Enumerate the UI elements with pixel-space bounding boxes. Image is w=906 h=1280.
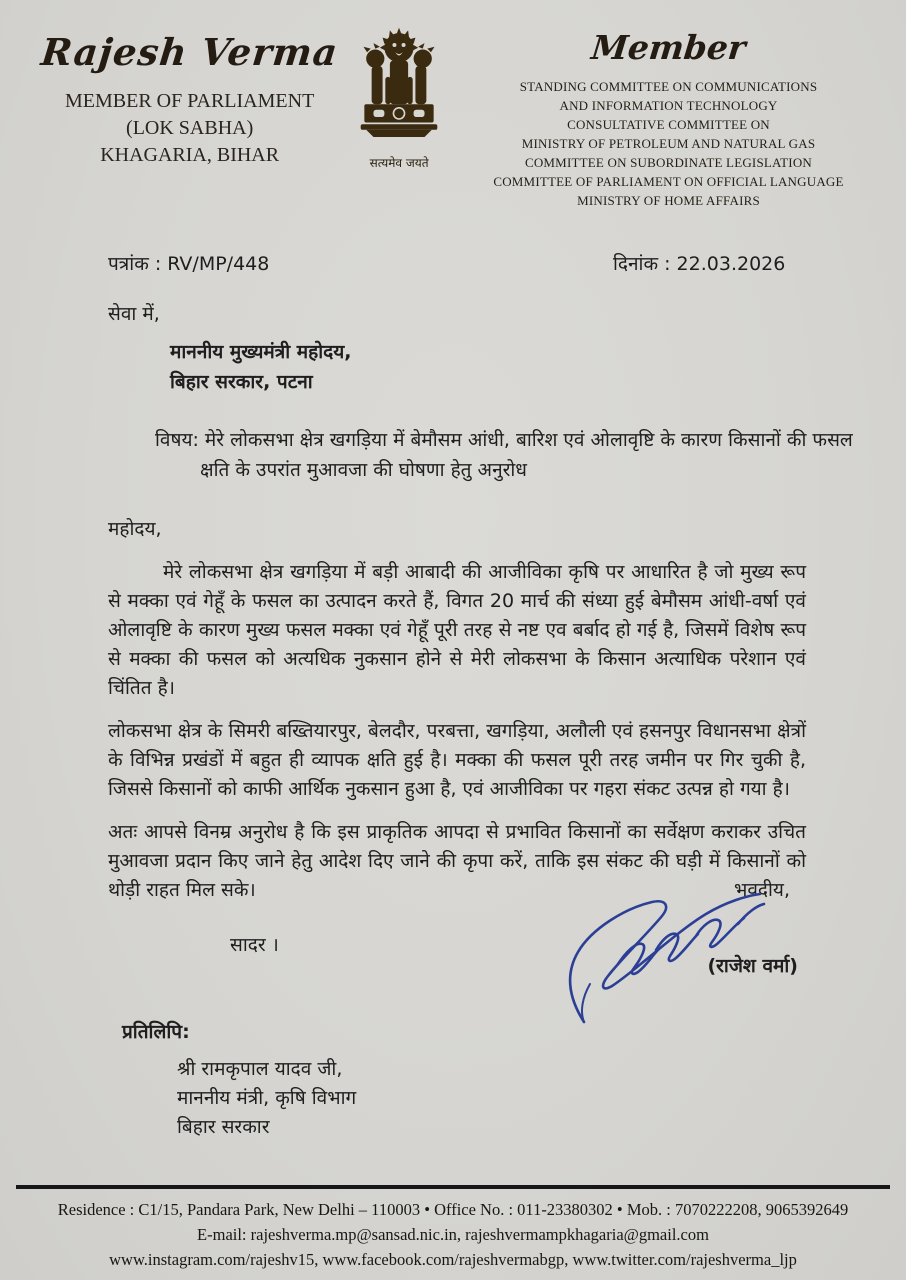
committee-line: COMMITTEE OF PARLIAMENT ON OFFICIAL LANGUAGE — [493, 174, 844, 189]
regards: सादर । — [230, 934, 279, 956]
ref-date-row — [108, 250, 906, 276]
copy-to-block — [122, 1018, 356, 1142]
mp-designation-line1: MEMBER OF PARLIAMENT — [64, 90, 315, 112]
letterhead — [0, 0, 906, 210]
member-title-script: Member — [589, 28, 748, 67]
copy-line1: श्री रामकृपाल यादव जी, — [177, 1058, 343, 1080]
ashoka-lion-capital-icon — [353, 133, 445, 152]
emblem-motto: सत्यमेव जयते — [369, 156, 429, 170]
contact-footer — [16, 1185, 890, 1272]
footer-address-line: Residence : C1/15, Pandara Park, New Delhi – 110003 • Office No. : 011-23380302 • Mob. : 7070222208, 9065392649 — [57, 1200, 849, 1219]
letter-date: दिनांक : 22.03.2026 — [613, 253, 786, 275]
committee-line: COMMITTEE ON SUBORDINATE LEGISLATION — [524, 155, 813, 170]
committee-line: MINISTRY OF PETROLEUM AND NATURAL GAS — [521, 136, 816, 151]
footer-email-line: E-mail: rajeshverma.mp@sansad.nic.in, rajeshvermampkhagaria@gmail.com — [197, 1225, 709, 1244]
signed-name: (राजेश वर्मा) — [707, 955, 798, 977]
addressee-line1: माननीय मुख्यमंत्री महोदय, — [170, 341, 352, 363]
copy-line3: बिहार सरकार — [177, 1116, 270, 1138]
mp-designation-line2: (LOK SABHA) — [126, 117, 254, 139]
seva-mein: सेवा में, — [108, 303, 160, 325]
mp-designation-line3: KHAGARIA, BIHAR — [100, 144, 280, 166]
committee-line: STANDING COMMITTEE ON COMMUNICATIONS — [519, 79, 818, 94]
paragraph-1: मेरे लोकसभा क्षेत्र खगड़िया में बड़ी आबादी की आजीविका कृषि पर आधारित है जो मुख्य रूप से मक्का एवं गेहूँ के फसल का उत्पादन करते हैं, विगत 20 मार्च की संध्या हुई बेमौसम आंधी-वर्षा एवं ओलावृष्टि के कारण मुख्य फसल मक्का एवं गेहूँ पूरी तरह से नष्ट एव बर्बाद हो गई है, जिसमें विशेष रूप से मक्का की फसल को अत्यधिक नुकसान होने से मेरी लोकसभा के किसान अत्याधिक परेशान एवं चिंतित है। — [108, 561, 806, 699]
mp-name-script: Rajesh Verma — [39, 30, 341, 74]
salutation: महोदय, — [108, 518, 162, 540]
letter-body — [108, 300, 853, 960]
signature-block — [568, 868, 818, 1018]
copy-to-lines — [177, 1055, 356, 1142]
mp-designation — [40, 88, 339, 169]
closing-word: भवदीय, — [734, 879, 790, 901]
letterhead-right — [459, 22, 878, 210]
copy-to-label: प्रतिलिपि: — [122, 1021, 190, 1043]
letterhead-left — [40, 22, 339, 210]
committee-line: AND INFORMATION TECHNOLOGY — [559, 98, 778, 113]
national-emblem — [339, 22, 459, 210]
paragraph-2: लोकसभा क्षेत्र के सिमरी बख्तियारपुर, बेलदौर, परबत्ता, खगड़िया, अलौली एवं हसनपुर विधानसभा क्षेत्रों के विभिन्न प्रखंडों में बहुत ही व्यापक क्षति हुई है। मक्का की फसल पूरी तरह जमीन पर गिर चुकी है, जिससे किसानों को काफी आर्थिक नुकसान हुआ है, एवं आजीविका पर गहरा संकट उत्पन्न हो गया है। — [108, 720, 806, 800]
committee-line: CONSULTATIVE COMMITTEE ON — [567, 117, 770, 132]
copy-line2: माननीय मंत्री, कृषि विभाग — [177, 1087, 357, 1109]
footer-social-line: www.instagram.com/rajeshv15, www.facebook.com/rajeshvermabgp, www.twitter.com/rajeshverma_ljp — [109, 1250, 797, 1269]
addressee-line2: बिहार सरकार, पटना — [170, 371, 313, 393]
subject-line: विषय: मेरे लोकसभा क्षेत्र खगड़िया में बेमौसम आंधी, बारिश एवं ओलावृष्टि के कारण किसानों की फसल क्षति के उपरांत मुआवजा की घोषणा हेतु अनुरोध — [155, 429, 853, 481]
committee-list — [459, 77, 878, 210]
addressee — [170, 337, 806, 397]
committee-line: MINISTRY OF HOME AFFAIRS — [577, 193, 760, 208]
paragraph-3: अतः आपसे विनम्र अनुरोध है कि इस प्राकृतिक आपदा से प्रभावित किसानों का सर्वेक्षण कराकर उचित मुआवजा प्रदान किए जाने हेतु आदेश दिए जाने की कृपा करें, ताकि इस संकट की घड़ी में किसानों को थोड़ी राहत मिल सके। — [108, 821, 806, 901]
letter-number: पत्रांक : RV/MP/448 — [108, 253, 270, 275]
